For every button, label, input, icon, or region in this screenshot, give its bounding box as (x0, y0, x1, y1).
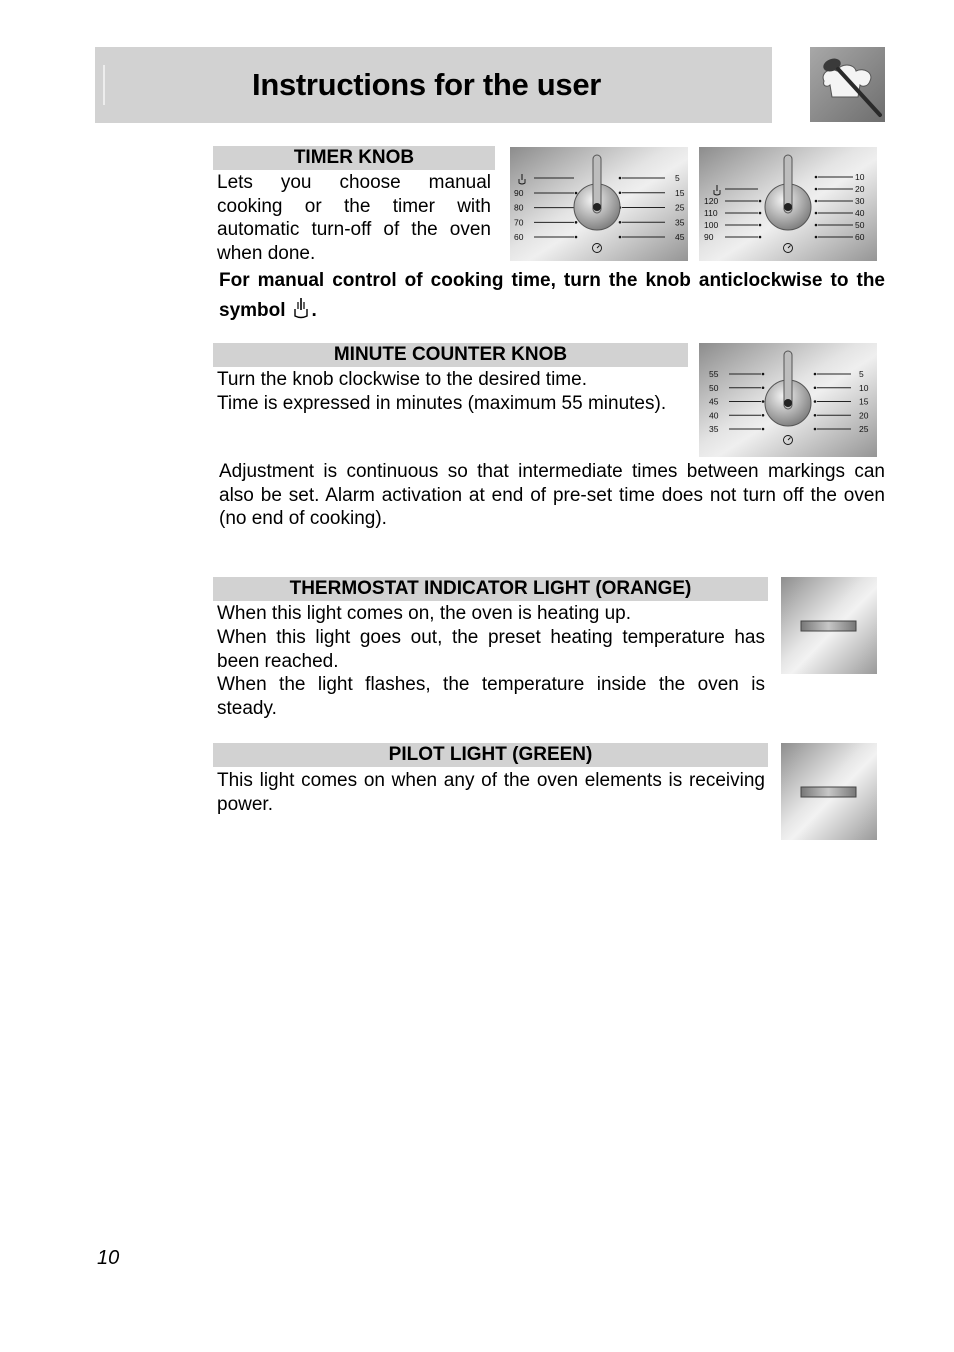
minute-counter-line2: Time is expressed in minutes (maximum 55 minutes). (217, 393, 667, 414)
scale-label: 90 (704, 232, 714, 242)
scale-label: 15 (675, 187, 685, 198)
scale-dot (762, 414, 765, 417)
scale-label: 10 (859, 382, 869, 393)
scale-label: 5 (859, 369, 864, 379)
scale-dot (814, 400, 817, 403)
thermostat-heading: THERMOSTAT INDICATOR LIGHT (ORANGE) (213, 577, 768, 601)
scale-label: 45 (675, 232, 685, 242)
scale-dot (619, 236, 622, 239)
scale-label: 60 (855, 232, 865, 242)
thermostat-light-image (781, 577, 877, 674)
scale-label: 60 (514, 232, 524, 242)
scale-dot (815, 236, 818, 239)
scale-dot (759, 200, 762, 203)
scale-label: 50 (855, 220, 865, 230)
thermostat-line3: When the light flashes, the temperature inside the oven is steady. (217, 674, 765, 719)
scale-dot (575, 221, 578, 224)
header-divider (103, 65, 105, 105)
scale-label: 30 (855, 196, 865, 206)
scale-label: 120 (704, 196, 719, 206)
scale-dot (575, 192, 578, 195)
scale-dot (815, 200, 818, 203)
scale-label: 25 (859, 424, 869, 434)
scale-dot (619, 177, 622, 180)
timer-knob-description: Lets you choose manual cooking or the timer with automatic turn-off of the oven when done. (217, 172, 491, 264)
scale-label: 40 (709, 410, 719, 421)
scale-dot (815, 188, 818, 191)
pilot-light-image (781, 743, 877, 840)
scale-label: 55 (709, 369, 719, 379)
pilot-light-line1: This light comes on when any of the oven elements is receiving power. (217, 770, 765, 815)
page-number: 10 (97, 1247, 120, 1269)
scale-label: 10 (855, 172, 865, 182)
minute-counter-adjustment: Adjustment is continuous so that intermediate times between markings can also be set. Alarm activation at end of pre-set time does not turn off the oven (no end of cooking). (219, 461, 885, 529)
scale-label: 50 (709, 382, 719, 393)
pilot-light-heading: PILOT LIGHT (GREEN) (213, 743, 768, 767)
scale-label: 35 (675, 217, 685, 228)
scale-dot (814, 428, 817, 431)
minute-counter-knob-image (699, 343, 877, 457)
knob-center (593, 203, 601, 211)
knob-center (784, 399, 792, 407)
scale-dot (762, 373, 765, 376)
scale-label: 25 (675, 202, 685, 213)
scale-dot (815, 224, 818, 227)
scale-dot (815, 176, 818, 179)
scale-label: 5 (675, 173, 680, 183)
minute-counter-line1: Turn the knob clockwise to the desired time. (217, 369, 587, 390)
scale-dot (814, 414, 817, 417)
scale-label: 45 (709, 396, 719, 407)
timer-knob-heading: TIMER KNOB (213, 146, 495, 170)
spoon-and-chef-hat-icon (810, 47, 885, 122)
scale-dot (762, 400, 765, 403)
scale-dot (619, 191, 622, 194)
thermostat-line2: When this light goes out, the preset heating temperature has been reached. (217, 627, 765, 672)
scale-label: 40 (855, 208, 865, 218)
scale-dot (762, 386, 765, 389)
manual-control-note (219, 266, 885, 326)
thermostat-line1: When this light comes on, the oven is heating up. (217, 603, 632, 624)
header-bar (95, 47, 772, 123)
scale-label: 80 (514, 202, 524, 213)
scale-dot (762, 428, 765, 431)
scale-label: 35 (709, 424, 719, 434)
scale-label: 15 (859, 396, 869, 407)
scale-dot (575, 236, 578, 239)
scale-dot (759, 224, 762, 227)
scale-dot (759, 236, 762, 239)
timer-knob-image-b (699, 147, 877, 261)
scale-label: 20 (855, 184, 865, 194)
knob-center (784, 203, 792, 211)
scale-dot (814, 373, 817, 376)
scale-label: 100 (704, 220, 719, 230)
manual-control-text: For manual control of cooking time, turn the knob anticlockwise to the symbol (219, 270, 885, 321)
scale-label: 20 (859, 410, 869, 421)
scale-dot (759, 212, 762, 215)
scale-label: 90 (514, 188, 524, 198)
scale-dot (815, 212, 818, 215)
timer-knob-image-a (510, 147, 688, 261)
manual-control-end: . (311, 300, 317, 321)
hand-manual-icon (290, 296, 312, 320)
scale-label: 110 (704, 208, 718, 218)
scale-dot (814, 386, 817, 389)
page-title: Instructions for the user (252, 67, 602, 102)
scale-dot (619, 221, 622, 224)
minute-counter-heading: MINUTE COUNTER KNOB (213, 343, 688, 367)
scale-label: 70 (514, 217, 524, 228)
